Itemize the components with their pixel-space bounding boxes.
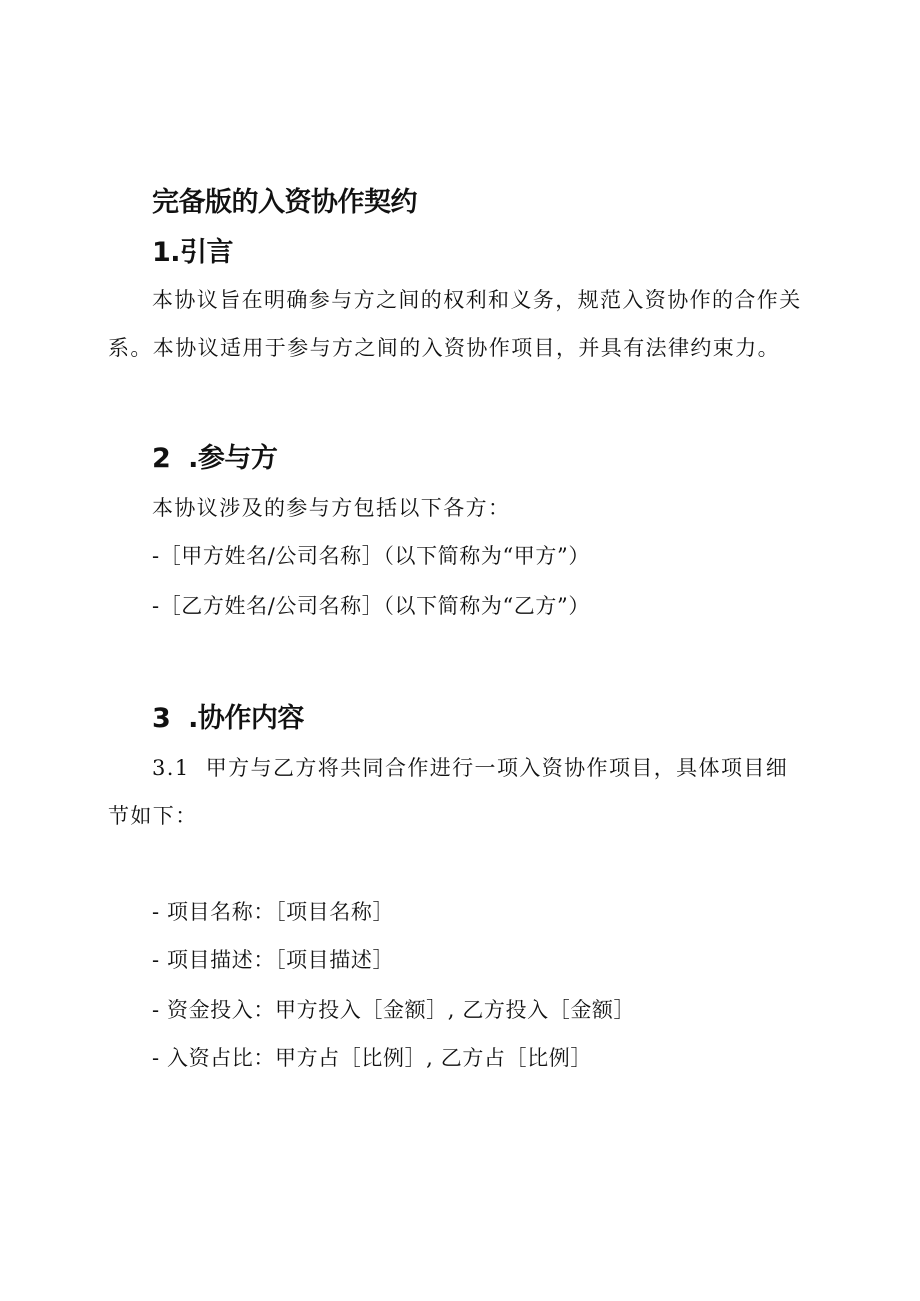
party-list-item: -［甲方姓名/公司名称］（以下简称为“甲方”）	[152, 544, 590, 568]
project-detail-item: - 项目名称：［项目名称］	[152, 900, 395, 924]
paragraph-line: 本协议旨在明确参与方之间的权利和义务，规范入资协作的合作关	[152, 288, 802, 312]
paragraph-line: 3.1 甲方与乙方将共同合作进行一项入资协作项目，具体项目细	[152, 756, 789, 780]
document-title: 完备版的入资协作契约	[152, 187, 417, 218]
section-heading-parties: 2 .参与方	[152, 443, 278, 474]
section-intro: 本协议涉及的参与方包括以下各方：	[152, 496, 511, 520]
paragraph-line: 系。本协议适用于参与方之间的入资协作项目，并具有法律约束力。	[108, 336, 780, 360]
paragraph-line: 节如下：	[108, 804, 198, 828]
section-heading-introduction: 1.引言	[152, 237, 234, 268]
party-list-item: -［乙方姓名/公司名称］（以下简称为“乙方”）	[152, 594, 590, 618]
project-detail-item: - 项目描述：［项目描述］	[152, 948, 395, 972]
section-heading-cooperation: 3 .协作内容	[152, 703, 304, 734]
project-detail-item: - 入资占比：甲方占［比例］, 乙方占［比例］	[152, 1046, 592, 1070]
project-detail-item: - 资金投入：甲方投入［金额］, 乙方投入［金额］	[152, 998, 636, 1022]
